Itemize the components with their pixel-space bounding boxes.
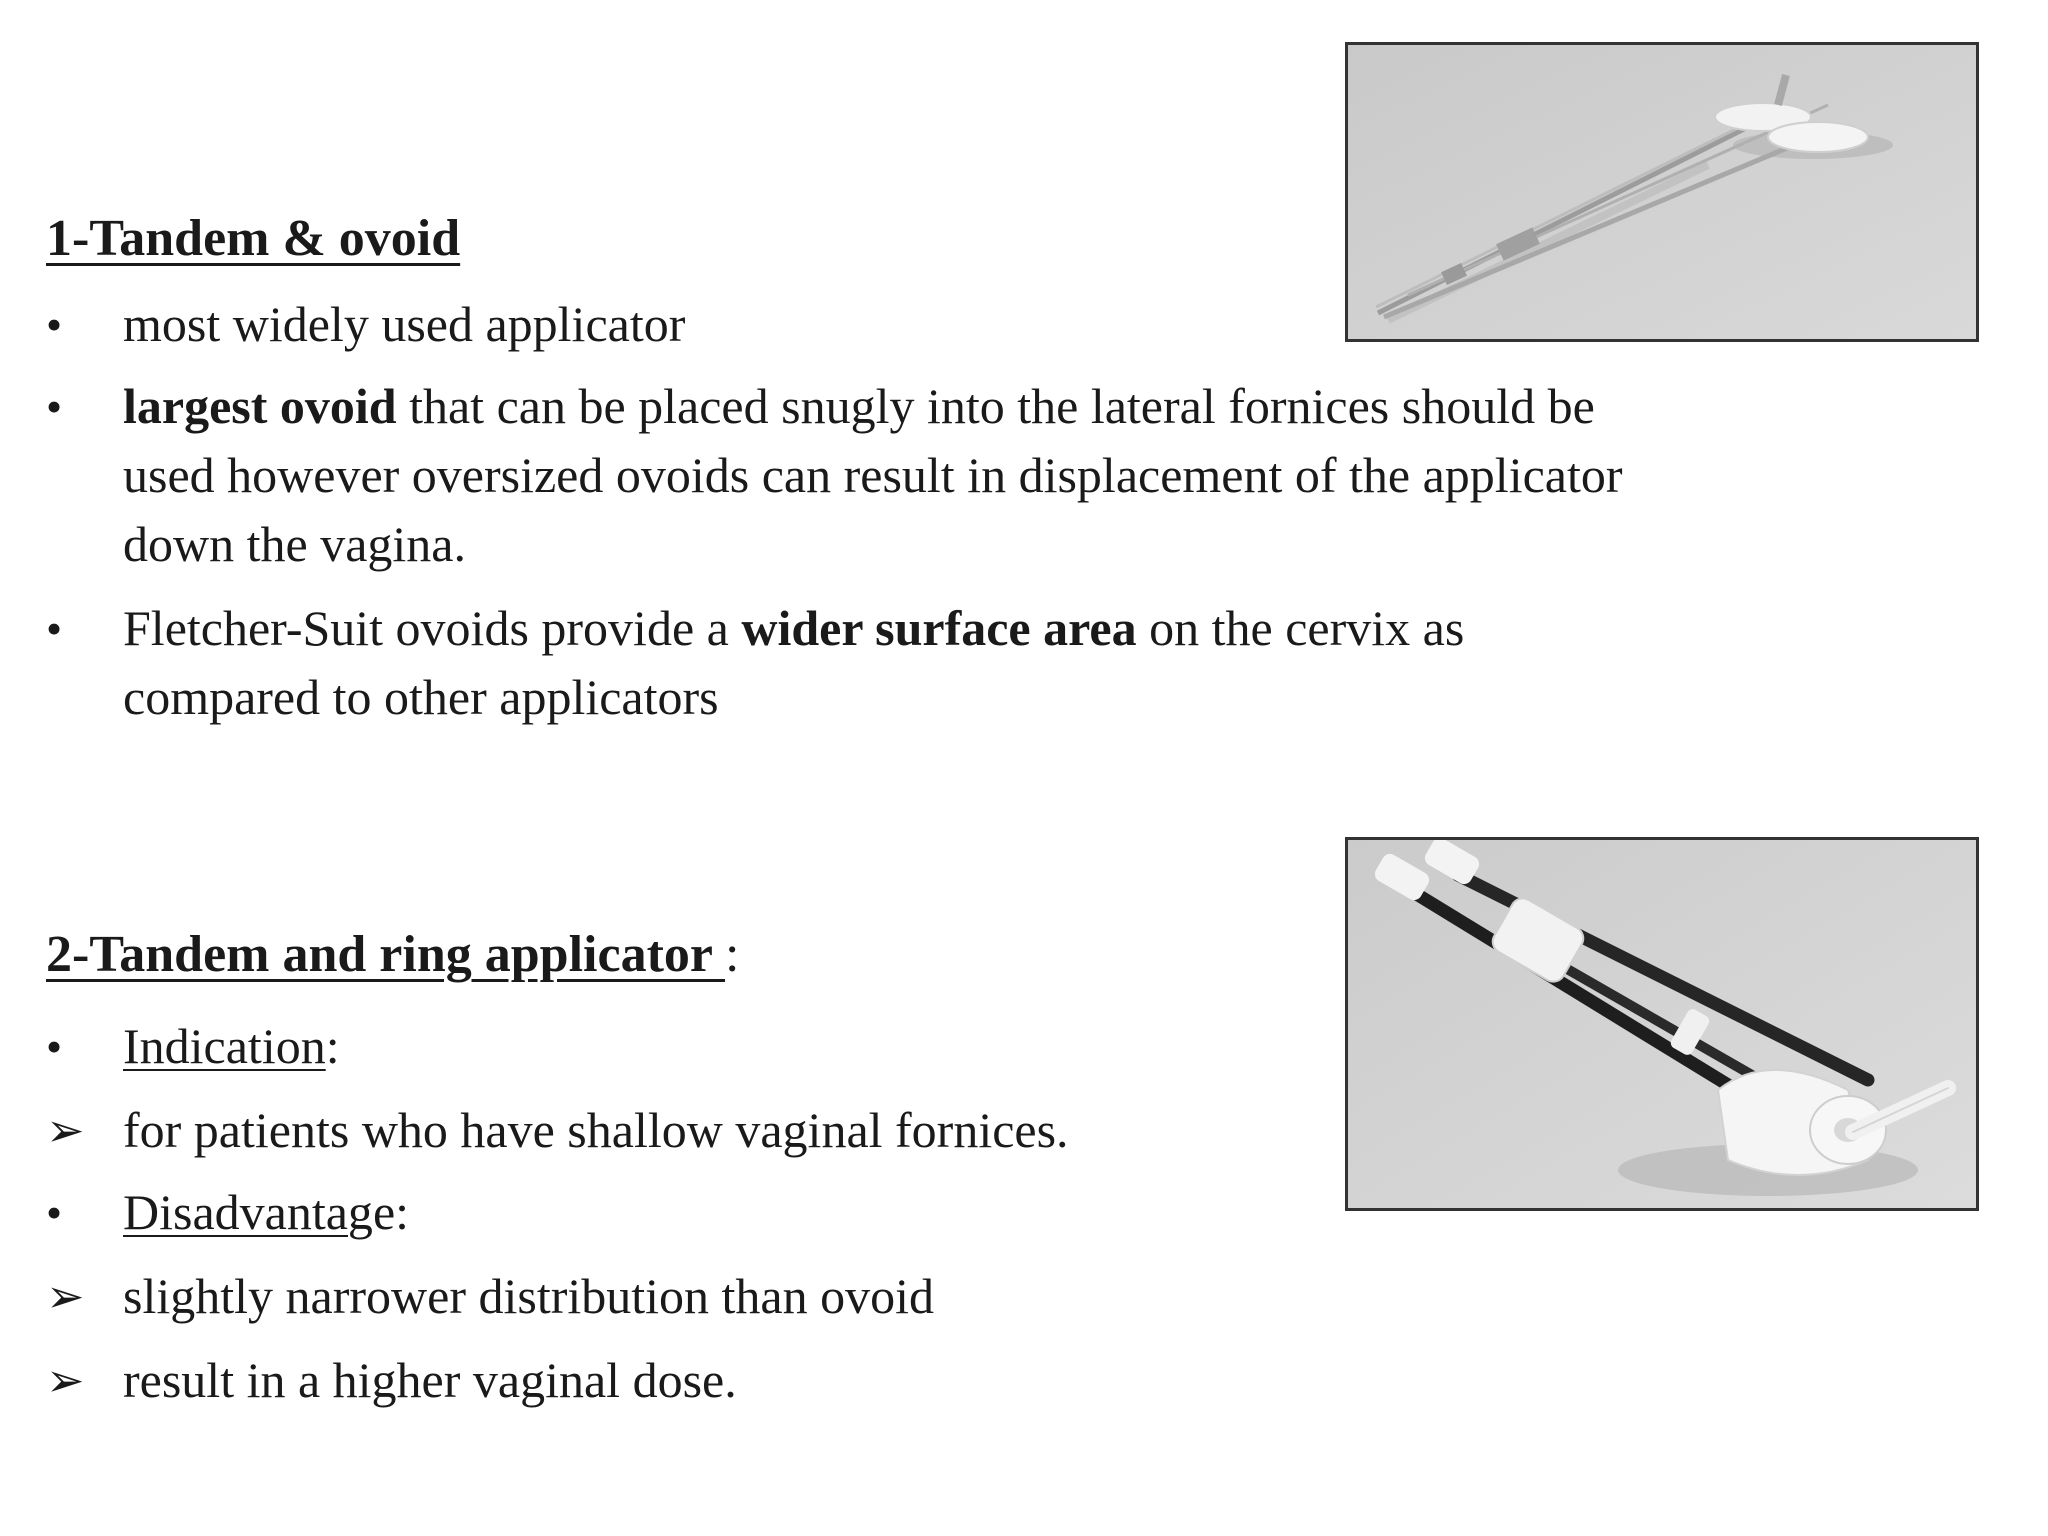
section-2-heading-text: 2-Tandem and ring applicator: [46, 926, 726, 983]
bullet-marker: •: [46, 1187, 63, 1238]
arrow-marker: ➢: [46, 1105, 85, 1156]
arrow-marker: ➢: [46, 1355, 85, 1406]
bullet-text-part: Fletcher-Suit ovoids provide a: [123, 600, 742, 656]
section-1-heading-text: 1-Tandem & ovoid: [46, 210, 461, 267]
bullet-text-rest: that can be placed snugly into the lateral fornices should be: [396, 378, 1595, 434]
arrow-marker: ➢: [46, 1271, 85, 1322]
bullet-marker: •: [46, 1021, 63, 1072]
section-2-heading: [46, 924, 739, 986]
bullet-marker: •: [46, 381, 63, 432]
tandem-ring-illustration: [1348, 840, 1976, 1208]
bullet-marker: •: [46, 603, 63, 654]
disadvantage-label: Disadvantag: [123, 1184, 373, 1240]
heading-colon: :: [725, 926, 740, 983]
bullet-text: [123, 594, 1464, 663]
arrow-text: for patients who have shallow vaginal fornices.: [123, 1102, 1069, 1158]
tandem-ovoid-photo: [1345, 42, 1979, 342]
bullet-text: compared to other applicators: [123, 669, 719, 725]
bullet-text-part: on the cervix as: [1136, 600, 1465, 656]
section-1-heading: [46, 208, 460, 270]
bullet-text: down the vagina.: [123, 516, 466, 572]
disadvantage-label-tail: e:: [372, 1184, 410, 1240]
bullet-text: most widely used applicator: [123, 296, 686, 352]
bullet-text: [123, 1012, 340, 1081]
bullet-text: [123, 1178, 409, 1247]
indication-colon: :: [325, 1018, 340, 1074]
bold-term: wider surface area: [741, 600, 1137, 656]
bullet-text: used however oversized ovoids can result in displacement of the applicator: [123, 447, 1623, 503]
tandem-ovoid-illustration: [1348, 45, 1976, 339]
arrow-text: slightly narrower distribution than ovoid: [123, 1268, 935, 1324]
tandem-ring-photo: [1345, 837, 1979, 1211]
bullet-marker: •: [46, 299, 63, 350]
bullet-text: [123, 372, 1595, 441]
indication-label: Indication: [123, 1018, 326, 1074]
bold-term: largest ovoid: [123, 378, 397, 434]
arrow-text: result in a higher vaginal dose.: [123, 1352, 737, 1408]
